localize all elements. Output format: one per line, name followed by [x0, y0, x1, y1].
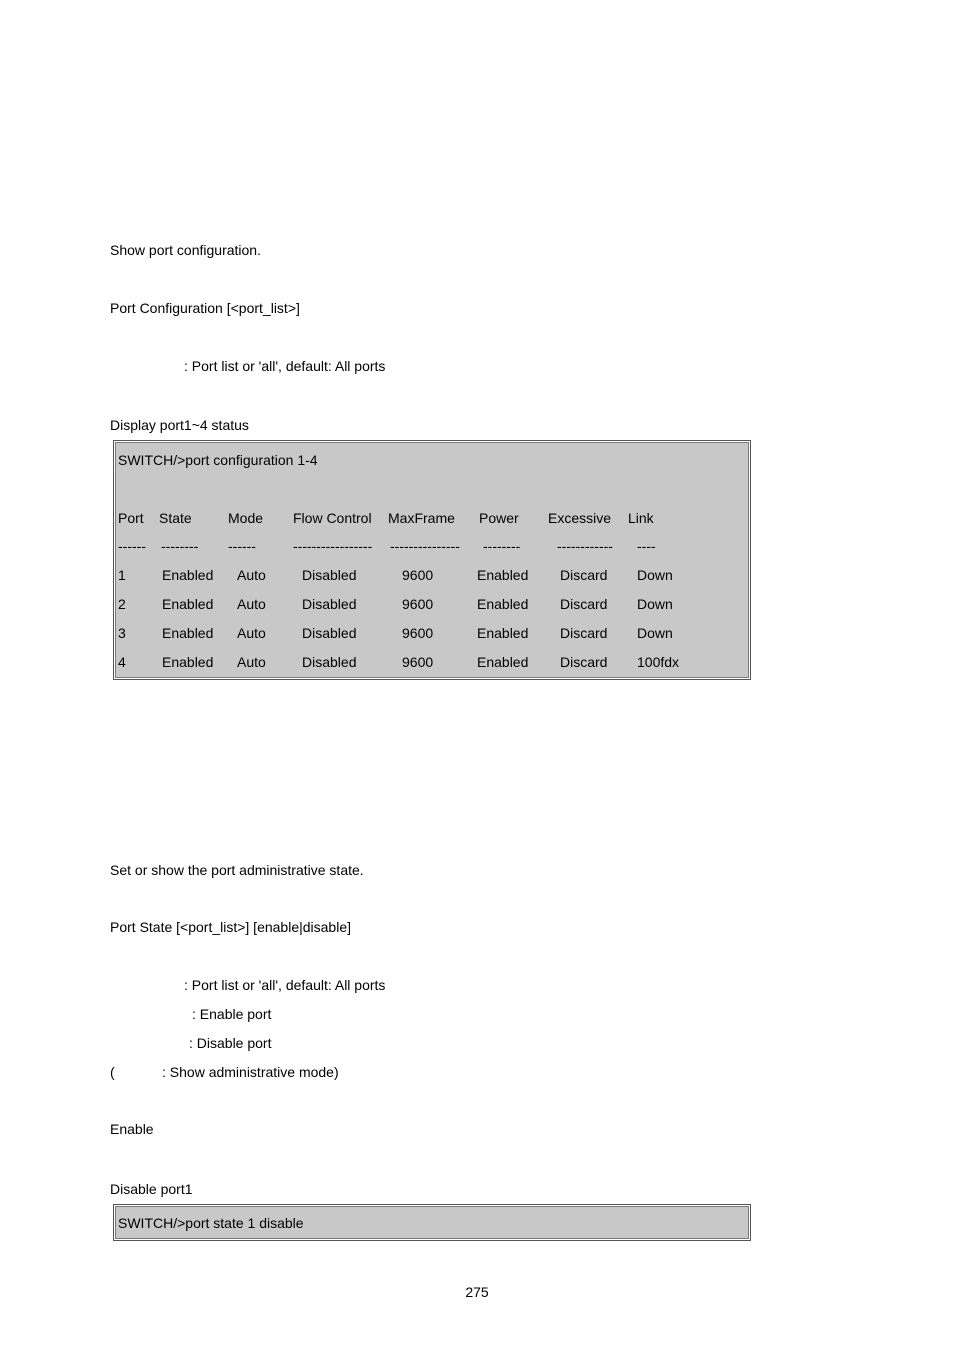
- separator-state: --------: [161, 538, 199, 554]
- table-cell-flow-control: Disabled: [302, 567, 357, 583]
- table-cell-maxframe: 9600: [402, 567, 434, 583]
- table-cell-state: Enabled: [162, 625, 214, 641]
- section2-param-disable: : Disable port: [189, 1035, 272, 1051]
- separator-port: ------: [118, 538, 146, 554]
- separator-excessive: ------------: [557, 538, 613, 554]
- table-cell-link: Down: [637, 596, 673, 612]
- column-header-mode: Mode: [228, 510, 264, 526]
- console-output-box: [113, 440, 751, 680]
- column-header-port: Port: [118, 510, 144, 526]
- table-cell-mode: Auto: [237, 625, 266, 641]
- console-command: SWITCH/>port configuration 1-4: [118, 452, 318, 468]
- table-cell-flow-control: Disabled: [302, 596, 357, 612]
- table-cell-mode: Auto: [237, 567, 266, 583]
- section2-syntax: Port State [<port_list>] [enable|disable]: [110, 919, 352, 935]
- section2-param-enable: : Enable port: [192, 1006, 272, 1022]
- table-cell-mode: Auto: [237, 596, 266, 612]
- table-cell-state: Enabled: [162, 654, 214, 670]
- table-cell-excessive: Discard: [560, 567, 608, 583]
- table-cell-power: Enabled: [477, 596, 529, 612]
- table-cell-flow-control: Disabled: [302, 654, 357, 670]
- table-cell-port: 3: [118, 625, 126, 641]
- separator-link: ----: [637, 538, 656, 554]
- table-cell-power: Enabled: [477, 567, 529, 583]
- table-cell-link: Down: [637, 625, 673, 641]
- table-cell-excessive: Discard: [560, 625, 608, 641]
- table-cell-port: 4: [118, 654, 126, 670]
- table-cell-link: 100fdx: [637, 654, 680, 670]
- separator-mode: ------: [228, 538, 256, 554]
- table-cell-link: Down: [637, 567, 673, 583]
- table-cell-power: Enabled: [477, 625, 529, 641]
- separator-power: --------: [483, 538, 521, 554]
- section2-example-label: Disable port1: [110, 1181, 193, 1197]
- section1-example-label: Display port1~4 status: [110, 417, 249, 433]
- separator-flow-control: -----------------: [293, 538, 373, 554]
- table-cell-maxframe: 9600: [402, 625, 434, 641]
- column-header-flow-control: Flow Control: [293, 510, 372, 526]
- table-cell-maxframe: 9600: [402, 654, 434, 670]
- section2-param-show: : Show administrative mode): [162, 1064, 339, 1080]
- section1-description: Show port configuration.: [110, 242, 261, 258]
- table-cell-port: 1: [118, 567, 126, 583]
- column-header-power: Power: [479, 510, 519, 526]
- table-cell-flow-control: Disabled: [302, 625, 357, 641]
- column-header-state: State: [159, 510, 192, 526]
- column-header-maxframe: MaxFrame: [388, 510, 455, 526]
- console-command-box: [113, 1204, 751, 1241]
- table-cell-mode: Auto: [237, 654, 266, 670]
- section2-param-show-open: (: [110, 1064, 115, 1080]
- table-cell-maxframe: 9600: [402, 596, 434, 612]
- section2-param-port-list: : Port list or 'all', default: All ports: [184, 977, 386, 993]
- section2-description: Set or show the port administrative state.: [110, 862, 364, 878]
- column-header-excessive: Excessive: [548, 510, 612, 526]
- table-cell-state: Enabled: [162, 567, 214, 583]
- table-cell-power: Enabled: [477, 654, 529, 670]
- page-number: 275: [465, 1284, 489, 1300]
- table-cell-state: Enabled: [162, 596, 214, 612]
- column-header-link: Link: [628, 510, 654, 526]
- console-command: SWITCH/>port state 1 disable: [118, 1215, 304, 1231]
- separator-maxframe: ---------------: [390, 538, 460, 554]
- section1-syntax: Port Configuration [<port_list>]: [110, 300, 300, 316]
- table-cell-excessive: Discard: [560, 654, 608, 670]
- table-cell-port: 2: [118, 596, 126, 612]
- table-cell-excessive: Discard: [560, 596, 608, 612]
- section1-param-port-list: : Port list or 'all', default: All ports: [184, 358, 386, 374]
- section2-default-value: Enable: [110, 1121, 154, 1137]
